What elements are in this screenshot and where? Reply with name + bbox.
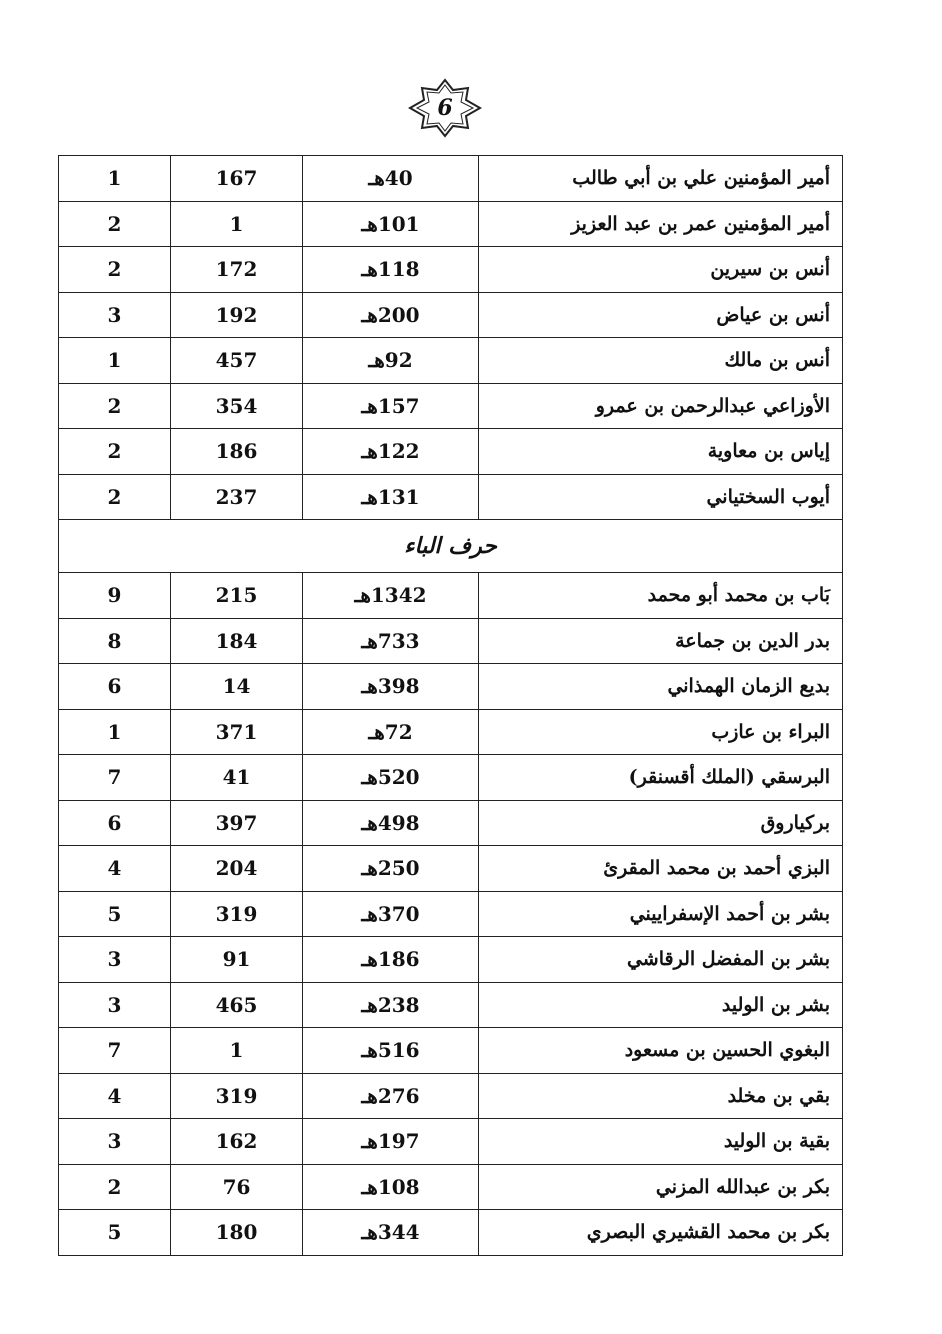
table-row [59,383,843,429]
cell-page: 319 [171,1073,303,1119]
cell-page: 184 [171,618,303,664]
table-row [59,937,843,983]
index-table [58,155,843,1256]
cell-volume: 5 [59,1210,171,1256]
cell-volume: 7 [59,1028,171,1074]
cell-page: 14 [171,664,303,710]
cell-volume: 2 [59,429,171,475]
cell-volume: 8 [59,618,171,664]
table-row [59,846,843,892]
cell-volume: 4 [59,846,171,892]
cell-page: 186 [171,429,303,475]
cell-death-year: 92هـ [303,338,479,384]
table-row [59,338,843,384]
cell-death-year: 101هـ [303,201,479,247]
cell-death-year: 733هـ [303,618,479,664]
table-row [59,1073,843,1119]
cell-death-year: 498هـ [303,800,479,846]
table-section-header [59,520,843,573]
table-row [59,474,843,520]
cell-death-year: 131هـ [303,474,479,520]
table-row [59,618,843,664]
cell-name: بكر بن محمد القشيري البصري [479,1210,843,1256]
cell-page: 192 [171,292,303,338]
cell-death-year: 516هـ [303,1028,479,1074]
cell-volume: 3 [59,1119,171,1165]
cell-volume: 1 [59,338,171,384]
page-number-badge [408,78,482,138]
cell-name: البرسقي (الملك أقسنقر) [479,755,843,801]
cell-page: 180 [171,1210,303,1256]
section-title-ba: حرف الباء [59,520,843,573]
cell-name: بديع الزمان الهمذاني [479,664,843,710]
cell-page: 237 [171,474,303,520]
table-row [59,247,843,293]
cell-death-year: 370هـ [303,891,479,937]
cell-name: بركياروق [479,800,843,846]
cell-name: بكر بن عبدالله المزني [479,1164,843,1210]
cell-name: أمير المؤمنين علي بن أبي طالب [479,156,843,202]
cell-name: إياس بن معاوية [479,429,843,475]
table-row [59,1164,843,1210]
cell-page: 215 [171,573,303,619]
cell-name: البزي أحمد بن محمد المقرئ [479,846,843,892]
cell-death-year: 108هـ [303,1164,479,1210]
cell-page: 162 [171,1119,303,1165]
cell-page: 457 [171,338,303,384]
table-row [59,664,843,710]
table-row [59,292,843,338]
cell-death-year: 157هـ [303,383,479,429]
cell-name: أيوب السختياني [479,474,843,520]
table-row [59,573,843,619]
cell-death-year: 118هـ [303,247,479,293]
cell-name: أنس بن عياض [479,292,843,338]
cell-volume: 6 [59,664,171,710]
cell-page: 172 [171,247,303,293]
table-row [59,709,843,755]
cell-volume: 2 [59,474,171,520]
table-row [59,1028,843,1074]
page-number: 6 [437,95,453,121]
cell-name: الأوزاعي عبدالرحمن بن عمرو [479,383,843,429]
cell-death-year: 250هـ [303,846,479,892]
cell-name: أنس بن مالك [479,338,843,384]
cell-volume: 4 [59,1073,171,1119]
cell-name: البغوي الحسين بن مسعود [479,1028,843,1074]
table-row [59,891,843,937]
cell-volume: 7 [59,755,171,801]
cell-page: 167 [171,156,303,202]
cell-name: بقية بن الوليد [479,1119,843,1165]
cell-name: بقي بن مخلد [479,1073,843,1119]
cell-page: 204 [171,846,303,892]
cell-name: بشر بن المفضل الرقاشي [479,937,843,983]
table-row [59,1210,843,1256]
table-row [59,982,843,1028]
cell-death-year: 72هـ [303,709,479,755]
table-row [59,1119,843,1165]
cell-volume: 9 [59,573,171,619]
cell-death-year: 398هـ [303,664,479,710]
cell-page: 91 [171,937,303,983]
cell-volume: 6 [59,800,171,846]
cell-death-year: 186هـ [303,937,479,983]
cell-volume: 2 [59,247,171,293]
cell-death-year: 197هـ [303,1119,479,1165]
cell-page: 371 [171,709,303,755]
cell-page: 319 [171,891,303,937]
cell-volume: 5 [59,891,171,937]
section-header-row [59,520,843,573]
table-row [59,800,843,846]
cell-name: أمير المؤمنين عمر بن عبد العزيز [479,201,843,247]
cell-volume: 3 [59,292,171,338]
cell-volume: 1 [59,709,171,755]
cell-name: بشر بن أحمد الإسفراييني [479,891,843,937]
cell-volume: 3 [59,982,171,1028]
cell-name: أنس بن سيرين [479,247,843,293]
cell-death-year: 276هـ [303,1073,479,1119]
cell-name: بَاب بن محمد أبو محمد [479,573,843,619]
table-row [59,156,843,202]
cell-page: 76 [171,1164,303,1210]
cell-page: 465 [171,982,303,1028]
table-row [59,755,843,801]
cell-death-year: 520هـ [303,755,479,801]
cell-volume: 1 [59,156,171,202]
table-row [59,429,843,475]
cell-name: بشر بن الوليد [479,982,843,1028]
cell-volume: 2 [59,201,171,247]
cell-volume: 2 [59,383,171,429]
table-section-alif [59,156,843,520]
cell-volume: 2 [59,1164,171,1210]
cell-page: 41 [171,755,303,801]
cell-page: 1 [171,1028,303,1074]
cell-page: 354 [171,383,303,429]
cell-page: 397 [171,800,303,846]
cell-volume: 3 [59,937,171,983]
cell-death-year: 344هـ [303,1210,479,1256]
cell-death-year: 238هـ [303,982,479,1028]
cell-name: البراء بن عازب [479,709,843,755]
cell-death-year: 200هـ [303,292,479,338]
cell-death-year: 1342هـ [303,573,479,619]
cell-page: 1 [171,201,303,247]
cell-death-year: 122هـ [303,429,479,475]
table-section-ba [59,573,843,1256]
cell-name: بدر الدين بن جماعة [479,618,843,664]
table-row [59,201,843,247]
cell-death-year: 40هـ [303,156,479,202]
